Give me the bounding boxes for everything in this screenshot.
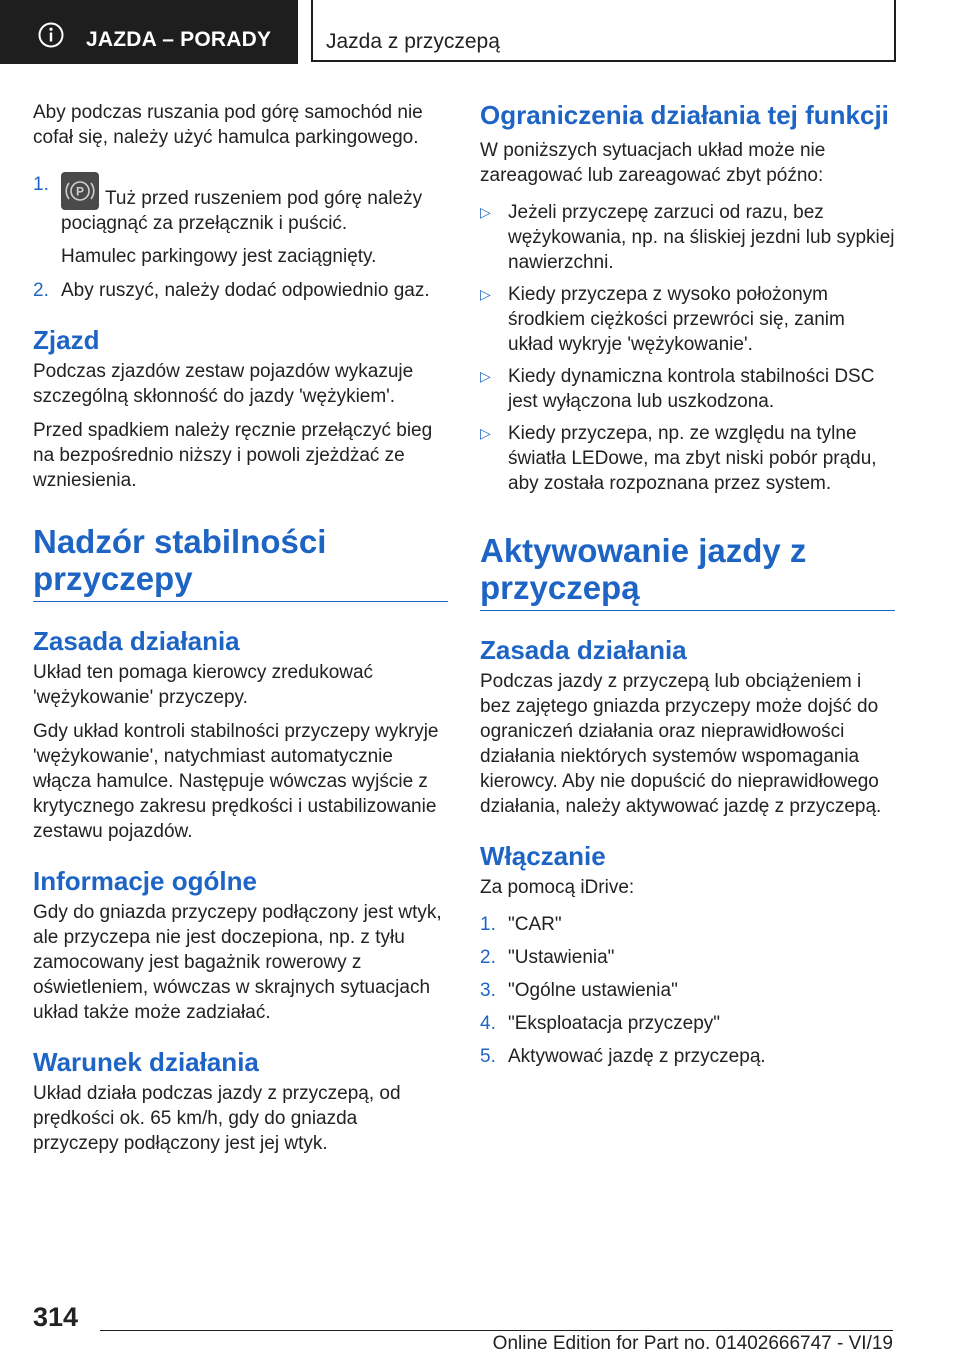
- ograniczenia-intro: W poniższych sytuacjach układ może nie zareagować lub zareagować zbyt późno:: [480, 140, 826, 186]
- step-text: "CAR": [508, 914, 562, 935]
- step-text: "Ogólne ustawienia": [508, 980, 678, 1001]
- step-text: Aby ruszyć, należy dodać odpowiednio gaz.: [61, 280, 430, 301]
- step-text: "Ustawienia": [508, 947, 615, 968]
- step-item: [33, 244, 448, 269]
- section-label: JAZDA – PORADY: [86, 28, 272, 51]
- list-item: [480, 421, 895, 496]
- zjazd-paragraph-1: Podczas zjazdów zestaw pojazdów wykazuje szczególną skłonność do jazdy 'wężykiem'.: [33, 361, 414, 407]
- section-heading-wlaczanie: Włączanie: [480, 841, 606, 871]
- section-heading-ograniczenia: Ograniczenia działania tej funkcji: [480, 100, 889, 130]
- list-item-text: Kiedy przyczepa z wysoko położonym środkiem ciężkości przewróci się, zanim układ wykryje 'wężykowanie'.: [508, 284, 845, 355]
- info-circle-icon: [38, 22, 64, 48]
- informacje-paragraph: Gdy do gniazda przyczepy podłączony jest wtyk, ale przyczepa nie jest doczepiona, np. z tyłu zamocowany jest bagażnik rowerowy z oświetleniem, wówczas w skrajnych sytuacjach układ także może zadziałać.: [33, 902, 442, 1023]
- step-item: [480, 1044, 895, 1069]
- section-heading-zasada: Zasada działania: [33, 626, 240, 656]
- page-footer: [0, 1290, 960, 1362]
- step-text-wrap: [61, 172, 448, 236]
- step-number: 4.: [480, 1013, 496, 1034]
- svg-text:P: P: [75, 184, 85, 199]
- chapter-heading-aktywowanie: Aktywowanie jazdy z przyczepą: [480, 532, 895, 611]
- right-column: [480, 100, 895, 1069]
- step-number: 5.: [480, 1046, 496, 1067]
- section-heading-informacje: Informacje ogólne: [33, 866, 257, 896]
- step-number: 2.: [480, 947, 496, 968]
- wlaczanie-intro: Za pomocą iDrive:: [480, 877, 635, 898]
- parking-brake-icon: [61, 172, 99, 210]
- triangle-bullet-icon: ▷: [480, 204, 491, 220]
- step-item: [33, 172, 448, 236]
- step-number: 1.: [33, 174, 49, 195]
- section-heading-zjazd: Zjazd: [33, 325, 100, 355]
- list-item-text: Kiedy przyczepa, np. ze względu na tylne światła LEDowe, ma zbyt niski pobór prądu, aby została rozpoznana przez system.: [508, 423, 877, 494]
- step-item: [480, 1011, 895, 1036]
- list-item-text: Jeżeli przyczepę zarzuci od razu, bez wężykowania, np. na śliskiej jezdni lub sypkiej nawierzchni.: [508, 202, 895, 273]
- step-number: 3.: [480, 980, 496, 1001]
- warunek-paragraph: Układ działa podczas jazdy z przyczepą, od prędkości ok. 65 km/h, gdy do gniazda przyczepy podłączony jest jej wtyk.: [33, 1083, 401, 1154]
- left-column: [33, 100, 448, 1165]
- step-text: Aktywować jazdę z przyczepą.: [508, 1046, 766, 1067]
- chapter-label: Jazda z przyczepą: [326, 30, 500, 53]
- footer-divider: [100, 1330, 893, 1331]
- triangle-bullet-icon: ▷: [480, 425, 491, 441]
- step-number: 1.: [480, 914, 496, 935]
- step-item: [480, 945, 895, 970]
- chapter-tab: [311, 0, 896, 62]
- page-header: [0, 0, 960, 66]
- step-text: Hamulec parkingowy jest zaciągnięty.: [61, 246, 377, 267]
- triangle-bullet-icon: ▷: [480, 368, 491, 384]
- section-tab: [0, 0, 298, 64]
- list-item: [480, 282, 895, 357]
- step-item: [480, 978, 895, 1003]
- step-item: [33, 278, 448, 303]
- list-item: [480, 364, 895, 414]
- page-number: 314: [33, 1302, 79, 1332]
- section-heading-zasada-right: Zasada działania: [480, 635, 687, 665]
- step-text: Tuż przed ruszeniem pod górę należy pociągnąć za przełącznik i puścić.: [61, 188, 423, 234]
- chapter-heading-nadzor: Nadzór stabilności przyczepy: [33, 523, 448, 602]
- step-text: "Eksploatacja przyczepy": [508, 1013, 721, 1034]
- step-number: 2.: [33, 280, 49, 301]
- section-heading-warunek: Warunek działania: [33, 1047, 259, 1077]
- zasada-paragraph-1: Układ ten pomaga kierowcy zredukować 'wężykowanie' przyczepy.: [33, 662, 374, 708]
- edition-text: Online Edition for Part no. 01402666747 - VI/19: [492, 1333, 893, 1354]
- zjazd-paragraph-2: Przed spadkiem należy ręcznie przełączyć bieg na bezpośrednio niższy i powoli zjeżdżać ze wzniesienia.: [33, 420, 433, 491]
- zasada-right-paragraph: Podczas jazdy z przyczepą lub obciążeniem i bez zajętego gniazda przyczepy może dojść do ograniczeń działania oraz nieprawidłowości działania niektórych systemów wspomagania kierowcy. Aby nie dopuścić do nieprawidłowego działania, należy aktywować jazdę z przyczepą.: [480, 671, 882, 817]
- list-item-text: Kiedy dynamiczna kontrola stabilności DSC jest wyłączona lub uszkodzona.: [508, 366, 875, 412]
- step-item: [480, 912, 895, 937]
- zasada-paragraph-2: Gdy układ kontroli stabilności przyczepy wykryje 'wężykowanie', natychmiast automatycznie włącza hamulce. Następuje wówczas wyjście z krytycznego zakresu prędkości i ustabilizowanie zestawu pojazdów.: [33, 721, 439, 842]
- triangle-bullet-icon: ▷: [480, 286, 491, 302]
- list-item: [480, 200, 895, 275]
- intro-paragraph: Aby podczas ruszania pod górę samochód nie cofał się, należy użyć hamulca parkingowego.: [33, 102, 423, 148]
